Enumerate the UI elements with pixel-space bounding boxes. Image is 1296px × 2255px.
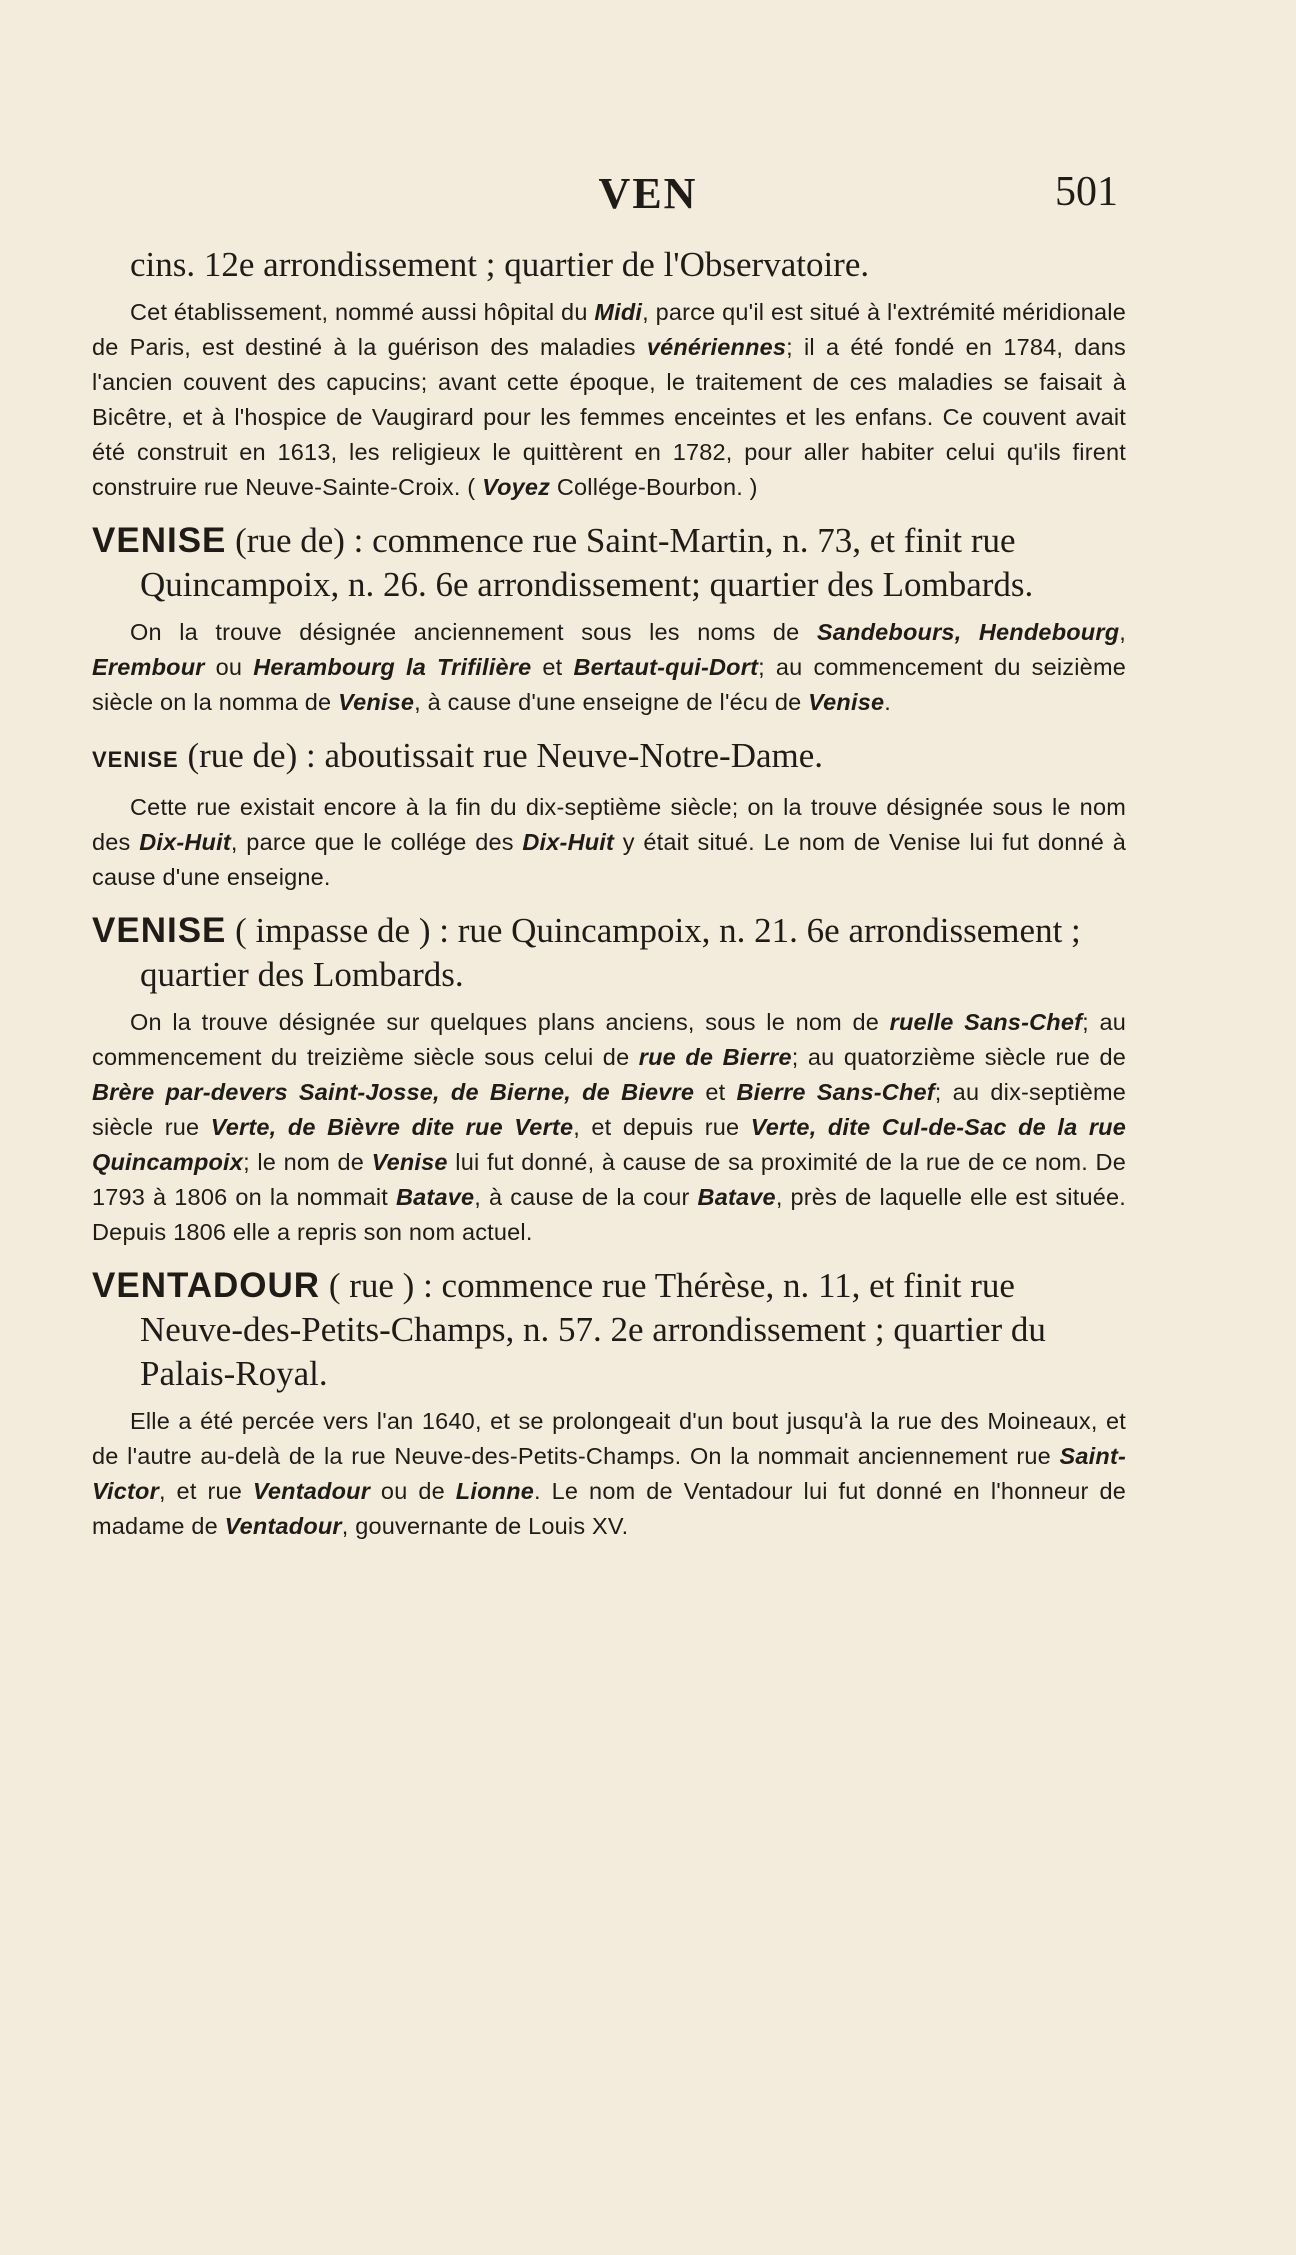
italic-run: Venise — [808, 689, 885, 715]
entry-lead — [92, 909, 1126, 997]
text-run: Collége-Bourbon. ) — [550, 474, 758, 500]
entry-lead — [92, 519, 1126, 607]
text-run: , et depuis rue — [573, 1114, 751, 1140]
text-run: Elle a été percée vers l'an 1640, et se prolongeait d'un bout jusqu'à la rue des Moineaux, et de l'autre au-delà de la rue Neuve-des-Petits-Champs. On la nommait anciennement rue — [92, 1408, 1126, 1469]
entry-venise-ancienne — [92, 734, 1126, 895]
italic-run: Dix-Huit — [139, 829, 231, 855]
italic-run: Bierre Sans-Chef — [736, 1079, 935, 1105]
italic-run: Herambourg la Trifilière — [253, 654, 532, 680]
italic-run: Saint-Victor — [92, 1443, 1126, 1504]
text-run: , et rue — [158, 1478, 253, 1504]
text-run: ou de — [370, 1478, 456, 1504]
entry-ventadour — [92, 1264, 1126, 1544]
text-run: , — [1119, 619, 1126, 645]
text-run: ; au dix-septième siècle rue — [92, 1079, 1127, 1140]
entry-body — [92, 1005, 1126, 1250]
entry-headword: VENISE — [92, 521, 227, 560]
italic-run: Ventadour — [252, 1478, 371, 1504]
italic-run: Venise — [338, 689, 415, 715]
italic-run: Bertaut-qui-Dort — [573, 654, 759, 680]
italic-run: ruelle Sans-Chef — [889, 1009, 1083, 1035]
italic-run: Verte, dite Cul-de-Sac de la rue Quincampoix — [92, 1114, 1127, 1175]
italic-run: Ventadour — [224, 1513, 342, 1539]
text-run: , parce qu'il est situé à l'extrémité méridionale de Paris, est destiné à la guérison des maladies — [92, 299, 1126, 360]
entry-headword: VENTADOUR — [92, 1266, 321, 1305]
italic-run: Lionne — [455, 1478, 535, 1504]
entry-lead-text: ( rue ) : commence rue Thérèse, n. 11, et finit rue Neuve-des-Petits-Champs, n. 57. 2e arrondissement ; quartier du Palais-Royal. — [140, 1266, 1046, 1393]
text-run: y était situé. Le nom de Venise lui fut donné à cause d'une enseigne. — [92, 829, 1127, 890]
text-run: , gouvernante de Louis XV. — [341, 1513, 629, 1539]
text-run: , à cause d'une enseigne de l'écu de — [414, 689, 809, 715]
text-run: lui fut donné, à cause de sa proximité de la rue de ce nom. De 1793 à 1806 on la nommait — [92, 1149, 1126, 1210]
text-run: Cette rue existait encore à la fin du dix-septième siècle; on la trouve désignée sous le nom des — [92, 794, 1126, 855]
page-number: 501 — [1055, 169, 1118, 215]
italic-run: Batave — [697, 1184, 776, 1210]
italic-run: Verte, de Bièvre dite rue Verte — [210, 1114, 574, 1140]
italic-run: Sandebours, Hendebourg — [816, 619, 1120, 645]
intro-entry — [92, 243, 1126, 505]
entry-body — [92, 790, 1126, 895]
text-run: On la trouve désignée sur quelques plans anciens, sous le nom de — [130, 1009, 890, 1035]
text-run: . — [884, 689, 891, 715]
intro-body — [92, 295, 1126, 505]
text-run: ; au commencement du treizième siècle sous celui de — [92, 1009, 1126, 1070]
text-run: ou — [204, 654, 254, 680]
text-run: , près de laquelle elle est située. Depuis 1806 elle a repris son nom actuel. — [92, 1184, 1126, 1245]
entry-lead — [92, 734, 1126, 782]
text-run: ; au commencement du seizième siècle on la nomma de — [92, 654, 1126, 715]
entry-headword: VENISE — [92, 747, 179, 772]
entry-lead-text: ( impasse de ) : rue Quincampoix, n. 21. 6e arrondissement ; quartier des Lombards. — [140, 911, 1081, 994]
intro-lead: cins. 12e arrondissement ; quartier de l'Observatoire. — [130, 245, 870, 284]
entry-body — [92, 1404, 1126, 1544]
entry-lead — [92, 1264, 1126, 1396]
text-run: Cet établissement, nommé aussi hôpital du — [130, 299, 595, 325]
text-column — [92, 243, 1126, 1548]
running-head — [0, 168, 1296, 228]
italic-run: Erembour — [92, 654, 205, 680]
text-run: , parce que le collége des — [230, 829, 523, 855]
italic-run: Brère par-devers Saint-Josse, de Bierne, de Bievre — [92, 1079, 695, 1105]
entry-venise-impasse — [92, 909, 1126, 1250]
entry-lead-text: (rue de) : aboutissait rue Neuve-Notre-Dame. — [178, 736, 824, 775]
italic-run: Dix-Huit — [522, 829, 615, 855]
italic-run: vénériennes — [646, 334, 787, 360]
entry-lead-text: (rue de) : commence rue Saint-Martin, n. 73, et finit rue Quincampoix, n. 26. 6e arrondissement; quartier des Lombards. — [140, 521, 1034, 604]
text-run: et — [694, 1079, 737, 1105]
italic-run: rue de Bierre — [638, 1044, 792, 1070]
text-run: et — [531, 654, 574, 680]
text-run: ; il a été fondé en 1784, dans l'ancien couvent des capucins; avant cette époque, le traitement de ces maladies se faisait à Bicêtre, et à l'hospice de Vaugirard pour les femmes enceintes et les enfans. Ce couvent avait été construit en 1613, les religieux le quittèrent en 1782, pour aller habiter celui qu'ils firent construire rue Neuve-Sainte-Croix. ( — [92, 334, 1126, 500]
italic-run: Venise — [371, 1149, 448, 1175]
entry-headword: VENISE — [92, 911, 227, 950]
text-run: . Le nom de Ventadour lui fut donné en l'honneur de madame de — [92, 1478, 1126, 1539]
italic-run: Midi — [594, 299, 643, 325]
text-run: ; le nom de — [243, 1149, 372, 1175]
italic-run: Batave — [395, 1184, 475, 1210]
page-header-title: VEN — [598, 169, 698, 218]
entry-body — [92, 615, 1126, 720]
italic-run: Voyez — [482, 474, 551, 500]
text-run: , à cause de la cour — [474, 1184, 698, 1210]
text-run: ; au quatorzième siècle rue de — [791, 1044, 1126, 1070]
text-run: On la trouve désignée anciennement sous les noms de — [130, 619, 817, 645]
entry-venise-rue — [92, 519, 1126, 720]
